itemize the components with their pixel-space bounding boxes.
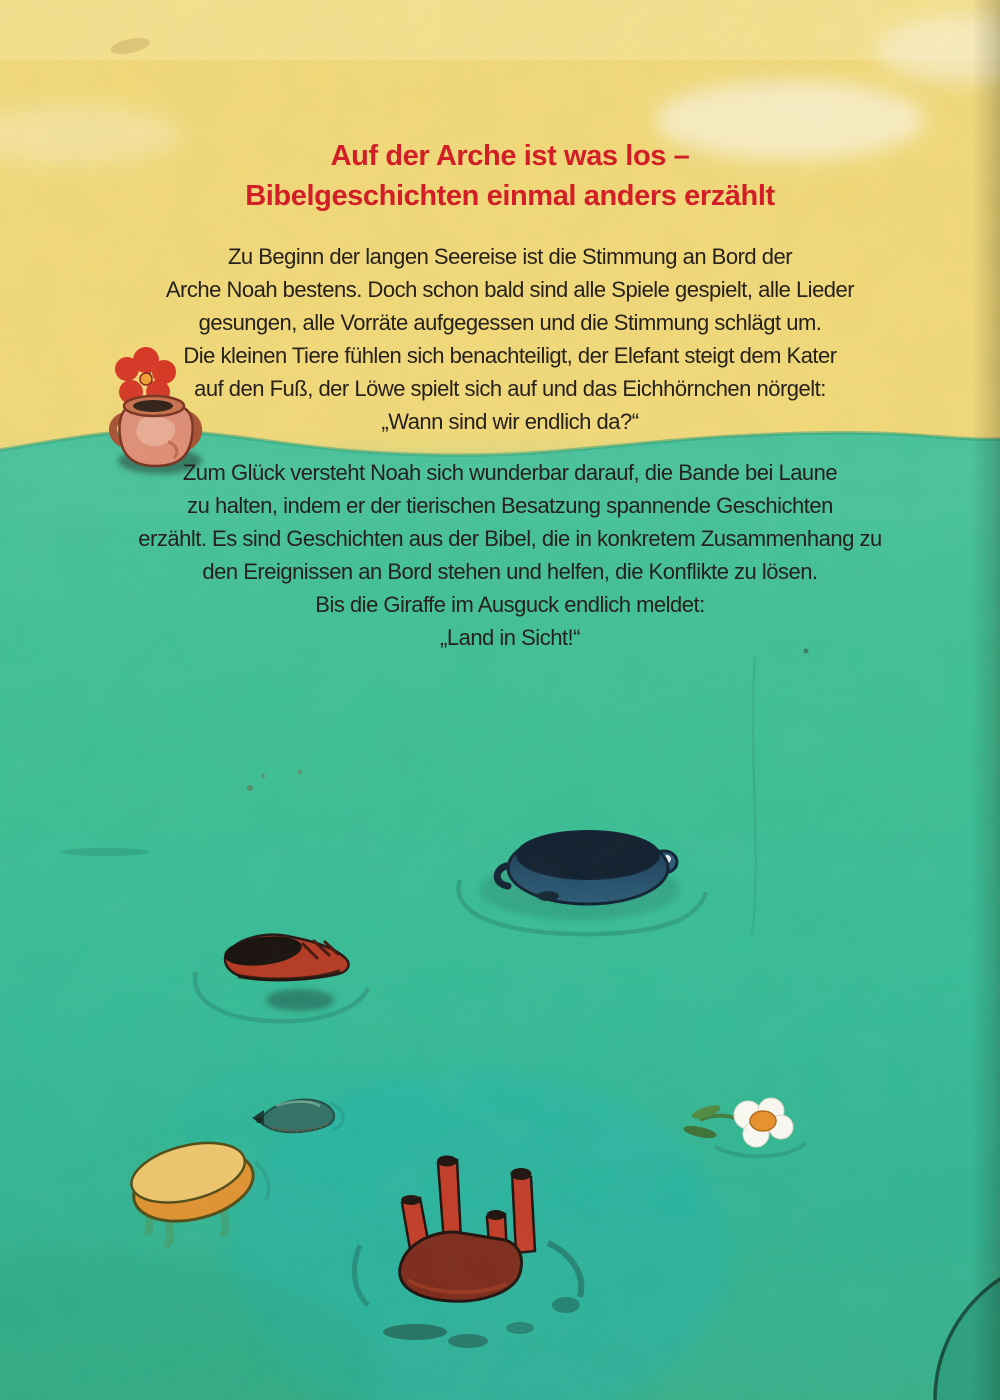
blurb-line: Bis die Giraffe im Ausguck endlich meldet:	[315, 592, 705, 617]
blurb-line: gesungen, alle Vorräte aufgegessen und die Stimmung schlägt um.	[198, 310, 822, 335]
blurb-line: auf den Fuß, der Löwe spielt sich auf und das Eichhörnchen nörgelt:	[194, 376, 826, 401]
title-line-1: Auf der Arche ist was los –	[330, 140, 690, 172]
blurb-line: den Ereignissen an Bord stehen und helfen, die Konflikte zu lösen.	[202, 559, 818, 584]
blurb-line: zu halten, indem er der tierischen Besatzung spannende Geschichten	[187, 493, 833, 518]
blurb-line: Die kleinen Tiere fühlen sich benachteiligt, der Elefant steigt dem Kater	[183, 343, 837, 368]
blurb-line: erzählt. Es sind Geschichten aus der Bibel, die in konkretem Zusammenhang zu	[138, 526, 882, 551]
blurb-line: „Wann sind wir endlich da?“	[381, 409, 639, 434]
blurb-line: Arche Noah bestens. Doch schon bald sind alle Spiele gespielt, alle Lieder	[165, 277, 855, 302]
right-edge-shadow	[972, 0, 1000, 1400]
blurb-line: Zu Beginn der langen Seereise ist die Stimmung an Bord der	[227, 244, 793, 269]
title-line-2: Bibelgeschichten einmal anders erzählt	[245, 180, 775, 212]
blurb-line: Zum Glück versteht Noah sich wunderbar darauf, die Bande bei Laune	[182, 460, 838, 485]
blurb-line: „Land in Sicht!“	[440, 625, 580, 650]
